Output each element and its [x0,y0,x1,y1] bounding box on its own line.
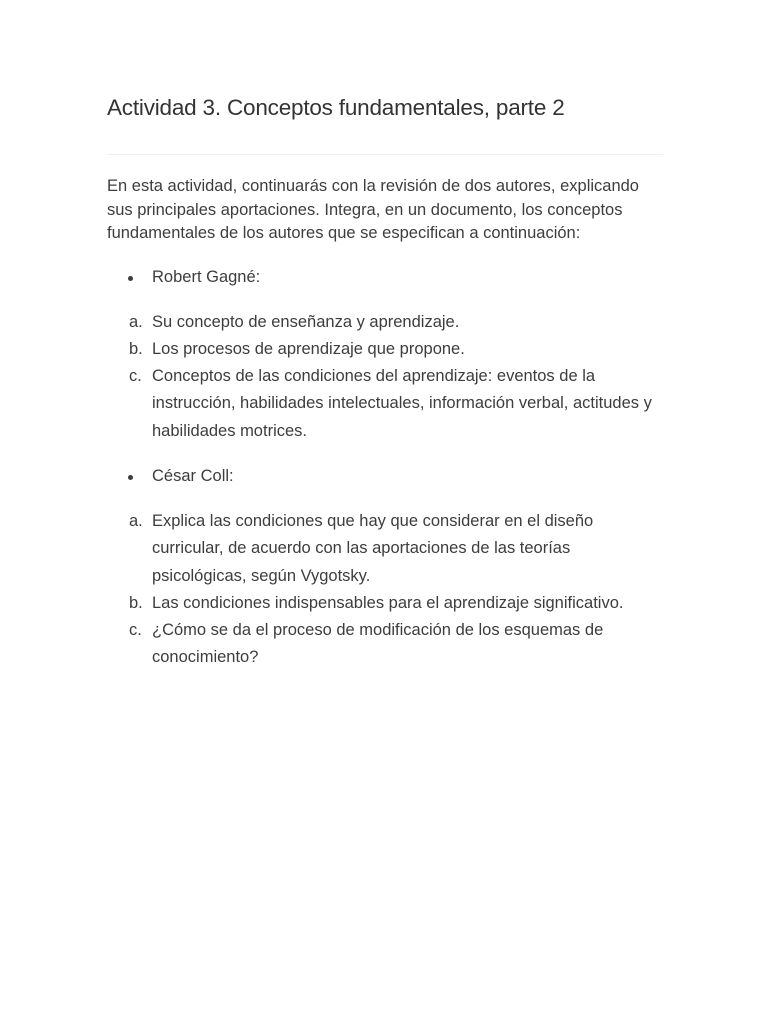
list-item [107,336,663,363]
title-divider [107,154,663,155]
list-item [107,590,663,617]
list-item-text: Explica las condiciones que hay que considerar en el diseño curricular, de acuerdo con las aportaciones de las teorías psicológicas, según Vygotsky. [152,511,594,585]
list-item [107,508,663,590]
gagne-topics-list [107,309,663,445]
list-item-text: Conceptos de las condiciones del aprendizaje: eventos de la instrucción, habilidades intelectuales, información verbal, actitudes y habilidades motrices. [152,367,652,440]
author-list-coll [107,463,663,490]
list-marker: a. [129,312,143,331]
document-content [107,92,663,672]
list-item [107,363,663,445]
list-item-text: Las condiciones indispensables para el aprendizaje significativo. [152,593,624,612]
author-name: Robert Gagné: [152,267,261,286]
author-item-gagne [107,264,663,291]
list-marker: b. [129,339,143,358]
coll-topics-list [107,508,663,672]
list-item [107,309,663,336]
list-marker: a. [129,511,143,530]
list-item [107,617,663,672]
author-name: César Coll: [152,466,234,485]
intro-paragraph: En esta actividad, continuarás con la revisión de dos autores, explicando sus principales aportaciones. Integra, en un documento, los conceptos fundamentales de los autores que se especifican a continuación: [107,177,639,242]
author-list-gagne [107,264,663,291]
list-marker: b. [129,593,143,612]
author-item-coll [107,463,663,490]
list-marker: c. [129,367,142,386]
bullet-icon [128,475,133,480]
bullet-icon [128,276,133,281]
list-item-text: Los procesos de aprendizaje que propone. [152,339,465,358]
list-item-text: ¿Cómo se da el proceso de modificación de los esquemas de conocimiento? [152,621,604,667]
page-title: Actividad 3. Conceptos fundamentales, parte 2 [107,95,565,120]
list-marker: c. [129,621,142,640]
list-item-text: Su concepto de enseñanza y aprendizaje. [152,312,460,331]
